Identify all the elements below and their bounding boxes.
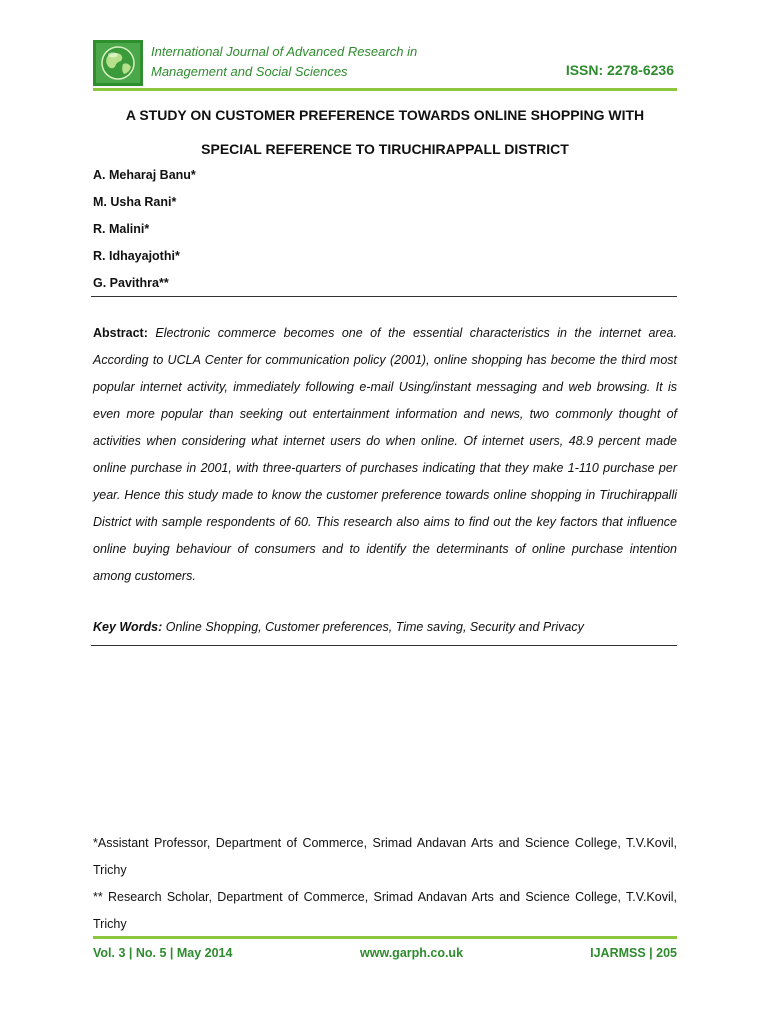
- footnote: ** Research Scholar, Department of Commerce, Srimad Andavan Arts and Science College, T.V.Kovil, Trichy: [93, 890, 677, 931]
- abstract-text: Electronic commerce becomes one of the essential characteristics in the internet area. According to UCLA Center for communication policy (2001), online shopping has become the third most popular internet activity, immediately following e-mail Using/instant messaging and web browsing. It is even more popular than seeking out entertainment information and news, two commonly thought of activities when considering what internet users do when online. Of internet users, 48.9 percent made online purchase in 2001, with three-quarters of purchases indicating that they make 1-110 purchase per year. Hence this study made to know the customer preference towards online shopping in Tiruchirappalli District with sample respondents of 60. This research also aims to find out the key factors that influence online buying behaviour of consumers and to identify the determinants of online purchase intention among customers.: [93, 326, 677, 583]
- header-divider: [93, 88, 677, 91]
- issn-label: ISSN: 2278-6236: [565, 62, 674, 78]
- footer-divider: [93, 936, 677, 939]
- author: R. Idhayajothi*: [93, 249, 180, 263]
- footer-website: www.garph.co.uk: [360, 946, 464, 960]
- journal-name-line2: Management and Social Sciences: [151, 64, 348, 79]
- paper-title: [93, 98, 677, 166]
- title-line2: SPECIAL REFERENCE TO TIRUCHIRAPPALL DISTRICT: [201, 141, 569, 157]
- author: A. Meharaj Banu*: [93, 168, 196, 182]
- abstract: [93, 320, 677, 590]
- keywords-label: Key Words:: [93, 620, 163, 634]
- journal-logo: [93, 40, 143, 86]
- journal-name: [151, 42, 471, 82]
- footnote: *Assistant Professor, Department of Commerce, Srimad Andavan Arts and Science College, T.V.Kovil, Trichy: [93, 836, 677, 877]
- footer-page: IJARMSS | 205: [590, 946, 677, 960]
- title-line1: A STUDY ON CUSTOMER PREFERENCE TOWARDS ONLINE SHOPPING WITH: [125, 107, 645, 123]
- journal-name-line1: International Journal of Advanced Research in: [151, 44, 418, 59]
- authors-divider: [91, 296, 677, 297]
- author: G. Pavithra**: [93, 276, 169, 290]
- footer-volume: Vol. 3 | No. 5 | May 2014: [93, 946, 233, 960]
- keywords: [93, 614, 677, 641]
- abstract-label: Abstract:: [93, 326, 148, 340]
- author: M. Usha Rani*: [93, 195, 177, 209]
- author: R. Malini*: [93, 222, 150, 236]
- author-list: [93, 162, 493, 297]
- abstract-divider: [91, 645, 677, 646]
- keywords-text: Online Shopping, Customer preferences, Time saving, Security and Privacy: [165, 620, 584, 634]
- footnotes: [93, 830, 677, 938]
- page-footer: [93, 946, 677, 966]
- globe-icon: [93, 40, 143, 86]
